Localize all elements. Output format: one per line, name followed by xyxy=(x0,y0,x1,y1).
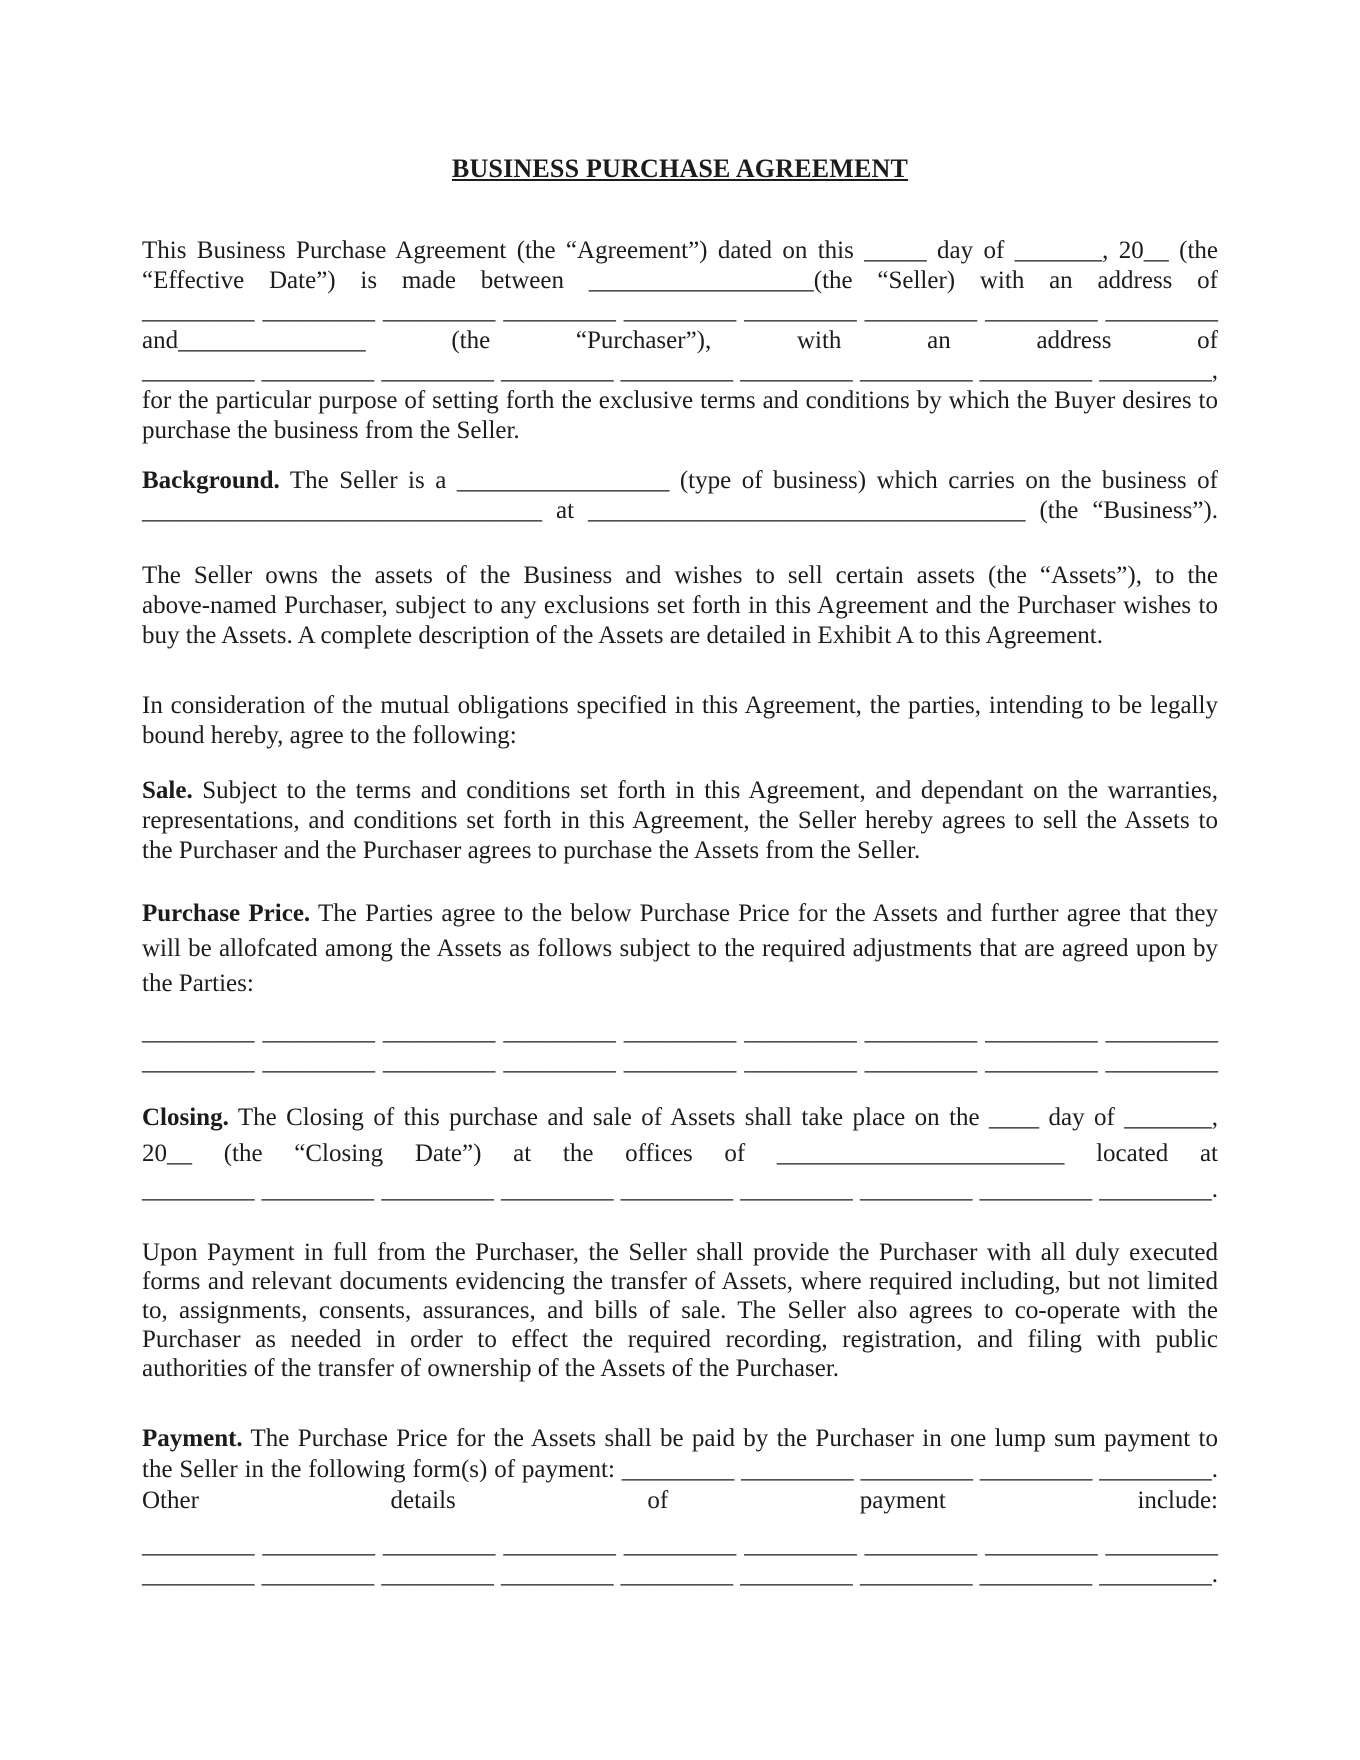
text-run: _________ _________ _________ _________ _________ _________ _________ _________ _________ xyxy=(142,1018,1218,1045)
fill-in-blank-line xyxy=(142,356,1218,386)
paragraph-payment-blanks xyxy=(142,1530,1218,1590)
fill-in-blank-line xyxy=(142,296,1218,326)
text-run: Subject to the terms and conditions set forth in this Agreement, and dependant on the warranties, xyxy=(192,777,1218,804)
text-run: Purchaser as needed in order to effect the required recording, registration, and filing with public xyxy=(142,1326,1218,1353)
text-line xyxy=(142,591,1218,621)
bold-run: Sale. xyxy=(142,777,193,804)
paragraph-background xyxy=(142,466,1218,526)
text-line xyxy=(142,266,1218,296)
text-line xyxy=(142,1325,1218,1354)
text-line xyxy=(142,691,1218,721)
text-run: _________ _________ _________ _________ _________ _________ _________ _________ _________ xyxy=(142,297,1218,324)
paragraph-price-blanks xyxy=(142,1017,1218,1077)
text-run: The Closing of this purchase and sale of Assets shall take place on the ____ day of _______, xyxy=(228,1104,1218,1131)
document-body xyxy=(142,236,1218,1590)
text-line xyxy=(142,776,1218,806)
text-line xyxy=(142,896,1218,931)
text-run: The Parties agree to the below Purchase Price for the Assets and further agree that they xyxy=(310,900,1219,927)
paragraph-sale xyxy=(142,776,1218,866)
bold-run: Purchase Price. xyxy=(142,900,311,927)
text-run: _________ _________ _________ _________ _________ _________ _________ _________ _________ xyxy=(142,1531,1218,1558)
text-line xyxy=(142,1423,1218,1454)
text-line xyxy=(142,931,1218,966)
text-line xyxy=(142,1136,1218,1172)
text-run: the Parties: xyxy=(142,970,254,997)
text-run: forms and relevant documents evidencing the transfer of Assets, where required including, but not limited xyxy=(142,1268,1218,1295)
paragraph-consideration xyxy=(142,691,1218,751)
bold-run: Closing. xyxy=(142,1104,229,1131)
text-run: the Purchaser and the Purchaser agrees to purchase the Assets from the Seller. xyxy=(142,837,921,864)
text-run: 20__ (the “Closing Date”) at the offices of _______________________ located at xyxy=(142,1140,1218,1167)
text-line xyxy=(142,1100,1218,1136)
text-line xyxy=(142,1238,1218,1267)
text-run: representations, and conditions set forth in this Agreement, the Seller hereby agrees to sell the Assets to xyxy=(142,807,1218,834)
text-line xyxy=(142,1454,1218,1485)
text-line xyxy=(142,386,1218,416)
text-run: The Seller owns the assets of the Business and wishes to sell certain assets (the “Assets”), to the xyxy=(142,562,1218,589)
paragraph-payment xyxy=(142,1423,1218,1516)
text-run: Other details of payment include: xyxy=(142,1487,1218,1514)
paragraph-purchase-price xyxy=(142,896,1218,1001)
text-run: for the particular purpose of setting forth the exclusive terms and conditions by which the Buyer desires to xyxy=(142,387,1218,414)
text-run: The Seller is a _________________ (type of business) which carries on the business of xyxy=(279,467,1218,494)
text-line xyxy=(142,326,1218,356)
text-run: In consideration of the mutual obligations specified in this Agreement, the parties, intending to be legally xyxy=(142,692,1218,719)
text-run: _________ _________ _________ _________ _________ _________ _________ _________ _________. xyxy=(142,1561,1218,1588)
text-run: above-named Purchaser, subject to any exclusions set forth in this Agreement and the Purchaser wishes to xyxy=(142,592,1218,619)
text-run: _________ _________ _________ _________ _________ _________ _________ _________ _________ xyxy=(142,1048,1218,1075)
fill-in-blank-line xyxy=(142,496,1218,526)
text-line xyxy=(142,966,1218,1001)
fill-in-blank-line xyxy=(142,1172,1218,1208)
bold-run: Payment. xyxy=(142,1425,243,1452)
text-line xyxy=(142,621,1218,651)
text-line xyxy=(142,1354,1218,1383)
text-run: the Seller in the following form(s) of payment: _________ _________ _________ _________ _________. xyxy=(142,1456,1218,1483)
paragraph-assets xyxy=(142,561,1218,651)
text-run: Upon Payment in full from the Purchaser, the Seller shall provide the Purchaser with all duly executed xyxy=(142,1239,1218,1266)
text-line xyxy=(142,466,1218,496)
text-run: The Purchase Price for the Assets shall be paid by the Purchaser in one lump sum payment to xyxy=(242,1425,1218,1452)
fill-in-blank-line xyxy=(142,1047,1218,1077)
text-run: This Business Purchase Agreement (the “Agreement”) dated on this _____ day of _______, 20__ (the xyxy=(142,237,1218,264)
text-line xyxy=(142,1267,1218,1296)
text-run: authorities of the transfer of ownership of the Assets of the Purchaser. xyxy=(142,1355,840,1382)
text-line xyxy=(142,1296,1218,1325)
paragraph-transfer xyxy=(142,1238,1218,1383)
text-run: buy the Assets. A complete description of the Assets are detailed in Exhibit A to this Agreement. xyxy=(142,622,1103,649)
paragraph-closing xyxy=(142,1100,1218,1208)
fill-in-blank-line xyxy=(142,1530,1218,1560)
text-run: purchase the business from the Seller. xyxy=(142,417,520,444)
text-line xyxy=(142,721,1218,751)
text-run: _________ _________ _________ _________ _________ _________ _________ _________ _________. xyxy=(142,1176,1218,1203)
text-line xyxy=(142,561,1218,591)
text-run: ________________________________ at ___________________________________ (the “Business”). xyxy=(142,497,1218,524)
fill-in-blank-line xyxy=(142,1017,1218,1047)
text-line xyxy=(142,416,1218,446)
text-run: bound hereby, agree to the following: xyxy=(142,722,517,749)
text-line xyxy=(142,236,1218,266)
text-run: _________ _________ _________ _________ _________ _________ _________ _________ _________, xyxy=(142,357,1218,384)
text-run: to, assignments, consents, assurances, and bills of sale. The Seller also agrees to co-operate with the xyxy=(142,1297,1218,1324)
document-title: BUSINESS PURCHASE AGREEMENT xyxy=(451,154,909,183)
text-line xyxy=(142,836,1218,866)
bold-run: Background. xyxy=(142,467,280,494)
text-line xyxy=(142,806,1218,836)
text-run: will be allofcated among the Assets as follows subject to the required adjustments that are agreed upon by xyxy=(142,935,1218,962)
text-run: and_______________ (the “Purchaser”), with an address of xyxy=(142,327,1218,354)
text-line xyxy=(142,1485,1218,1516)
text-run: “Effective Date”) is made between __________________(the “Seller) with an address of xyxy=(142,267,1218,294)
paragraph-intro xyxy=(142,236,1218,446)
fill-in-blank-line xyxy=(142,1560,1218,1590)
